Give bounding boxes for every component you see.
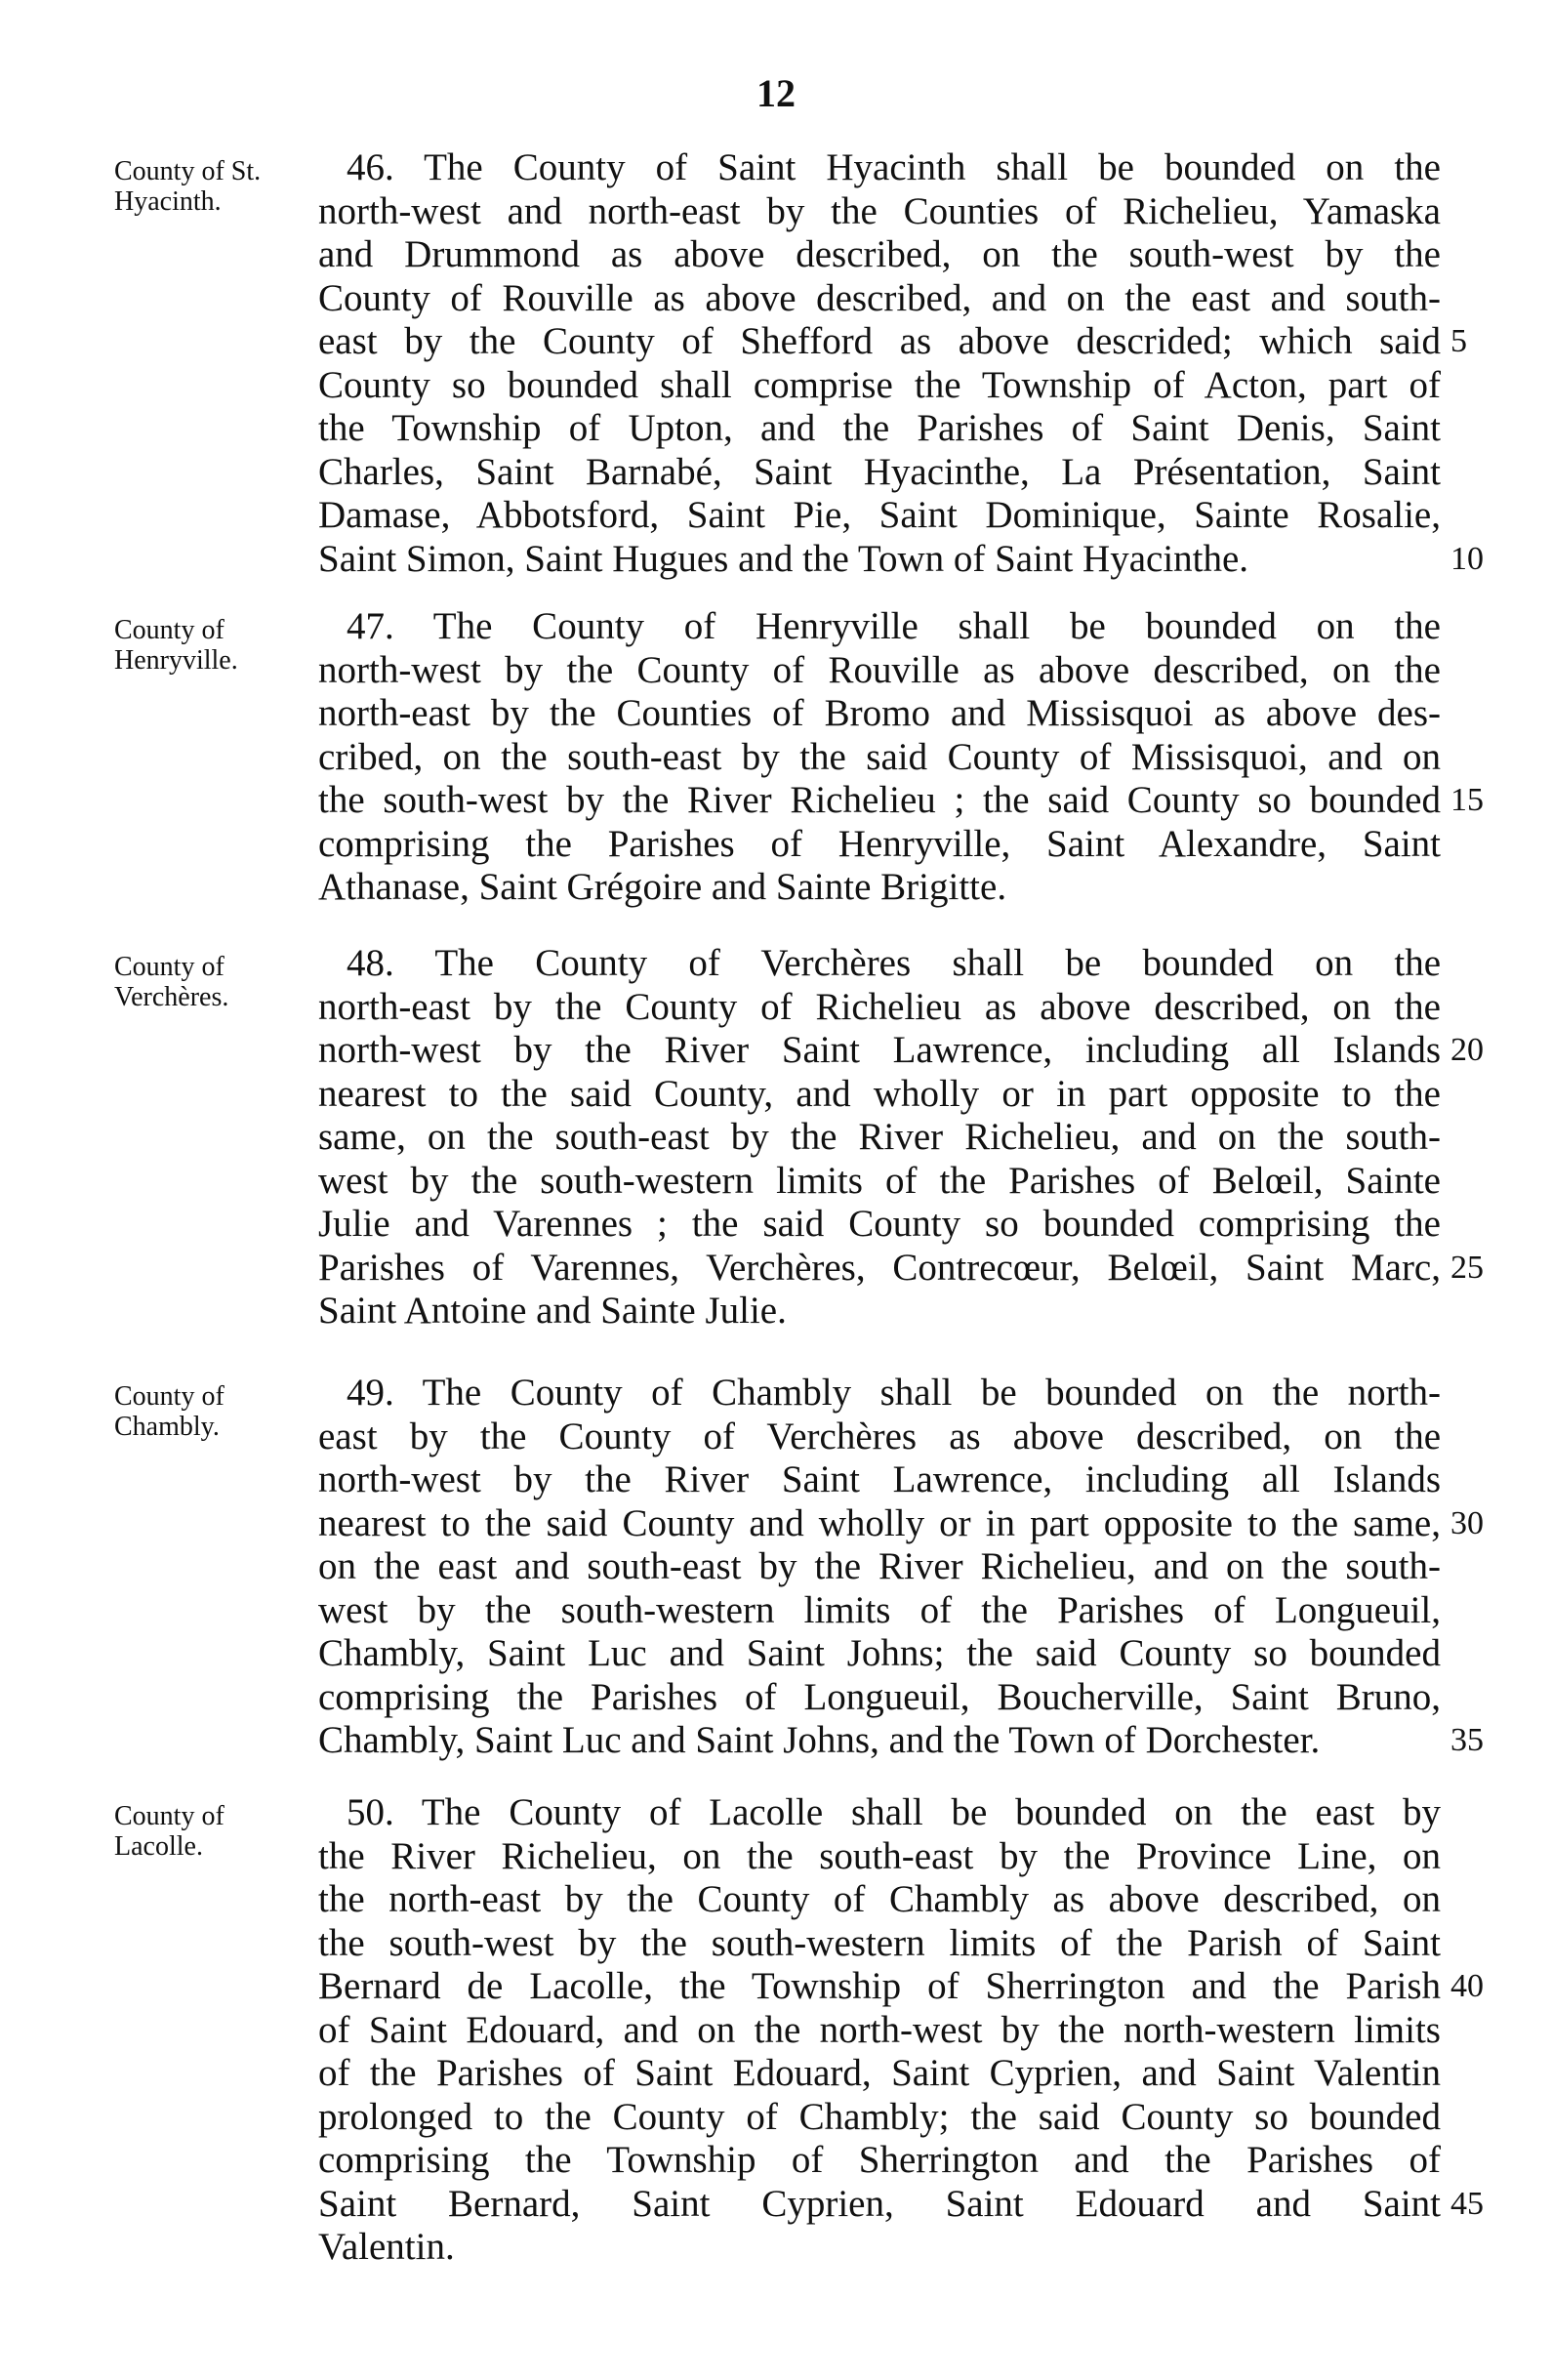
text-line: Saint Bernard, Saint Cyprien, Saint Edouard and Saint <box>318 2183 1441 2225</box>
text-line: comprising the Township of Sherrington and the Parishes of <box>318 2139 1441 2181</box>
line-number: 45 <box>1450 2186 1484 2222</box>
text-line: Bernard de Lacolle, the Township of Sherrington and the Parish <box>318 1965 1441 2007</box>
text-line: nearest to the said County and wholly or in part opposite to the same, <box>318 1502 1441 1544</box>
text-line: comprising the Parishes of Henryville, Saint Alexandre, Saint <box>318 823 1441 865</box>
margin-note-line: Henryville. <box>114 645 238 676</box>
text-line: 46. The County of Saint Hyacinth shall be bounded on the <box>347 146 1441 188</box>
line-number: 5 <box>1450 323 1467 359</box>
margin-note <box>114 1381 309 1442</box>
text-line: 49. The County of Chambly shall be bounded on the north- <box>347 1372 1441 1414</box>
text-line: east by the County of Verchères as above described, on the <box>318 1416 1441 1457</box>
text-line: nearest to the said County, and wholly or in part opposite to the <box>318 1073 1441 1115</box>
text-line: and Drummond as above described, on the south-west by the <box>318 233 1441 275</box>
text-line: Chambly, Saint Luc and Saint Johns; the said County so bounded <box>318 1632 1441 1674</box>
text-line: County of Rouville as above described, and on the east and south- <box>318 277 1441 319</box>
text-line: Julie and Varennes ; the said County so bounded comprising the <box>318 1203 1441 1245</box>
margin-note-line: Lacolle. <box>114 1831 203 1862</box>
text-line: Damase, Abbotsford, Saint Pie, Saint Dominique, Sainte Rosalie, <box>318 494 1441 536</box>
text-line: 48. The County of Verchères shall be bounded on the <box>347 942 1441 984</box>
text-line: Saint Simon, Saint Hugues and the Town of Saint Hyacinthe. <box>318 538 1249 580</box>
text-line: north-west by the River Saint Lawrence, including all Islands <box>318 1029 1441 1071</box>
line-number: 35 <box>1450 1722 1484 1758</box>
text-line: west by the south-western limits of the Parishes of Belœil, Sainte <box>318 1160 1441 1202</box>
text-line: west by the south-western limits of the Parishes of Longueuil, <box>318 1589 1441 1631</box>
margin-note-line: Chambly. <box>114 1412 220 1442</box>
text-line: north-west by the County of Rouville as above described, on the <box>318 649 1441 691</box>
text-line: on the east and south-east by the River Richelieu, and on the south- <box>318 1545 1441 1587</box>
text-line: the Township of Upton, and the Parishes of Saint Denis, Saint <box>318 407 1441 449</box>
text-line: the north-east by the County of Chambly as above described, on <box>318 1878 1441 1920</box>
margin-note <box>114 615 309 676</box>
line-number: 30 <box>1450 1505 1484 1541</box>
margin-note-line: Verchères. <box>114 982 229 1012</box>
text-line: prolonged to the County of Chambly; the said County so bounded <box>318 2096 1441 2138</box>
text-line: north-west by the River Saint Lawrence, including all Islands <box>318 1458 1441 1500</box>
text-line: the River Richelieu, on the south-east by the Province Line, on <box>318 1835 1441 1877</box>
margin-note <box>114 1801 309 1862</box>
text-line: of Saint Edouard, and on the north-west by the north-western limits <box>318 2009 1441 2051</box>
text-line: Chambly, Saint Luc and Saint Johns, and the Town of Dorchester. <box>318 1719 1321 1761</box>
text-line: the south-west by the south-western limits of the Parish of Saint <box>318 1922 1441 1964</box>
text-line: Charles, Saint Barnabé, Saint Hyacinthe, La Présentation, Saint <box>318 451 1441 493</box>
text-line: Saint Antoine and Sainte Julie. <box>318 1290 787 1332</box>
text-line: Athanase, Saint Grégoire and Sainte Brigitte. <box>318 866 1007 908</box>
text-line: north-west and north-east by the Counties of Richelieu, Yamaska <box>318 190 1441 232</box>
margin-note-line: County of <box>114 1381 225 1412</box>
margin-note-line: Hyacinth. <box>114 186 222 217</box>
margin-note-line: County of <box>114 952 225 982</box>
margin-note-line: County of St. <box>114 156 262 186</box>
text-line: comprising the Parishes of Longueuil, Boucherville, Saint Bruno, <box>318 1676 1441 1718</box>
line-number: 25 <box>1450 1250 1484 1286</box>
line-number: 15 <box>1450 782 1484 818</box>
margin-note-line: County of <box>114 1801 225 1831</box>
text-line: Valentin. <box>318 2226 455 2268</box>
margin-note-line: County of <box>114 615 225 645</box>
text-line: same, on the south-east by the River Richelieu, and on the south- <box>318 1116 1441 1158</box>
text-line: 47. The County of Henryville shall be bounded on the <box>347 605 1441 647</box>
text-line: the south-west by the River Richelieu ; the said County so bounded <box>318 779 1441 821</box>
line-number: 40 <box>1450 1968 1484 2004</box>
text-line: east by the County of Shefford as above descrided; which said <box>318 320 1441 362</box>
page-number: 12 <box>756 71 796 115</box>
text-line: 50. The County of Lacolle shall be bounded on the east by <box>347 1791 1441 1833</box>
margin-note <box>114 156 309 217</box>
margin-note <box>114 952 309 1012</box>
text-line: County so bounded shall comprise the Township of Acton, part of <box>318 364 1441 406</box>
text-line: Parishes of Varennes, Verchères, Contrecœur, Belœil, Saint Marc, <box>318 1247 1441 1289</box>
text-line: north-east by the Counties of Bromo and Missisquoi as above des- <box>318 692 1441 734</box>
line-number: 10 <box>1450 541 1484 577</box>
text-line: of the Parishes of Saint Edouard, Saint Cyprien, and Saint Valentin <box>318 2052 1441 2094</box>
line-number: 20 <box>1450 1032 1484 1068</box>
text-line: cribed, on the south-east by the said County of Missisquoi, and on <box>318 736 1441 778</box>
text-line: north-east by the County of Richelieu as above described, on the <box>318 986 1441 1028</box>
